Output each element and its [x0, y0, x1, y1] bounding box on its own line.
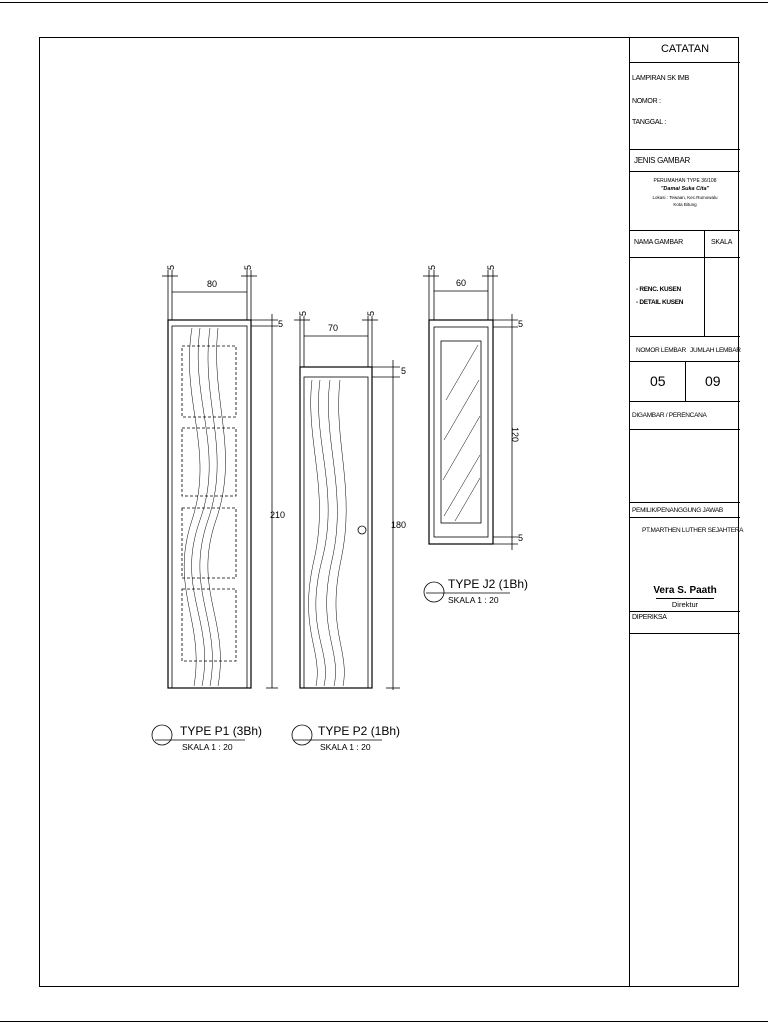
- tb-divider-4: [630, 230, 740, 231]
- label-j2-type: TYPE J2 (1Bh): [448, 577, 529, 591]
- tb-divider-6: [630, 336, 740, 337]
- door-p1-height-dim-text: 210: [270, 510, 286, 520]
- signer-title: Direktur: [671, 600, 699, 609]
- door-p1-wood-grain-2: [200, 328, 217, 686]
- door-p1: [162, 270, 278, 688]
- door-p2-frame-top-text: 5: [401, 366, 407, 376]
- project-line-2: "Damai Suka Cita": [660, 186, 710, 192]
- tb-divider-5: [630, 257, 740, 258]
- door-p1-leaf: [172, 326, 247, 688]
- tb-divider-3: [630, 171, 740, 172]
- diperiksa-label: DIPERIKSA: [632, 614, 667, 621]
- tb-divider-9: [630, 429, 740, 430]
- window-j2-frame-bottom-text: 5: [518, 533, 524, 543]
- title-block: [629, 37, 744, 987]
- door-p2-frame-left-text: 5: [298, 310, 308, 316]
- label-p1-scale: SKALA 1 : 20: [182, 742, 233, 752]
- window-j2-glass-hatch-3: [443, 416, 480, 480]
- tb-divider-1: [630, 62, 740, 63]
- tb-divider-8: [630, 401, 740, 402]
- window-j2-width-dim-text: 60: [456, 278, 467, 288]
- label-j2-scale: SKALA 1 : 20: [448, 595, 499, 605]
- project-line-3: Lokasi : Tewaan, Kec.Rumowalu: [652, 195, 718, 200]
- label-p1: [152, 724, 262, 752]
- label-p2: [292, 724, 400, 752]
- label-p2-symbol: [292, 725, 312, 745]
- window-j2-frame-right-text: 5: [486, 264, 496, 270]
- door-p2-height-dim-text: 180: [391, 520, 407, 530]
- nama-gambar-label: NAMA GAMBAR: [634, 239, 683, 246]
- door-p1-panel-4: [182, 589, 236, 661]
- tb-divider-12: [630, 611, 740, 612]
- door-p2-knob: [358, 526, 366, 534]
- window-j2-frame-left-text: 5: [427, 264, 437, 270]
- door-p2-frame-right-text: 5: [366, 310, 376, 316]
- label-p1-type: TYPE P1 (3Bh): [180, 724, 263, 738]
- door-p1-wood-grain-3: [208, 328, 226, 686]
- window-j2: [423, 270, 518, 550]
- project-line-4: Kota Bitung: [673, 202, 697, 207]
- door-p2: [294, 316, 400, 690]
- window-j2-sash: [434, 327, 488, 537]
- signer-name: Vera S. Paath: [653, 585, 717, 596]
- company-name: PT.MARTHEN LUTHER SEJAHTERA: [642, 527, 744, 534]
- door-p1-wood-grain-1: [192, 328, 210, 686]
- tanggal-label: TANGGAL :: [632, 119, 666, 126]
- gambar-item-1: - RENC. KUSEN: [636, 286, 681, 293]
- door-p2-wood-grain-4: [309, 380, 320, 686]
- label-j2-symbol: [424, 582, 444, 602]
- window-j2-height-dim-text: 120: [510, 427, 520, 443]
- signer-underline: [656, 598, 714, 599]
- nomor-lembar-label: NOMOR LEMBAR: [636, 347, 686, 354]
- window-j2-frame-top-text: 5: [518, 319, 524, 329]
- door-p1-frame-left-text: 5: [166, 264, 176, 270]
- window-j2-glass: [441, 341, 481, 523]
- window-j2-glass-hatch-1: [446, 345, 478, 400]
- project-line-1: PERUMAHAN TYPE 36/108: [653, 178, 717, 184]
- tb-divider-10: [630, 502, 740, 503]
- lampiran-label: LAMPIRAN SK IMB: [632, 75, 689, 82]
- door-p2-frame: [300, 367, 372, 688]
- window-j2-glass-hatch-2: [444, 380, 479, 440]
- tb-vdivider-lembar: [685, 361, 686, 401]
- tb-divider-13: [630, 633, 740, 634]
- window-j2-glass-hatch-5: [455, 478, 480, 521]
- jenis-gambar-label: JENIS GAMBAR: [634, 156, 690, 165]
- catatan-heading: CATATAN: [660, 43, 710, 55]
- label-p2-scale: SKALA 1 : 20: [320, 742, 371, 752]
- digambar-label: DIGAMBAR / PERENCANA: [632, 412, 707, 419]
- gambar-item-2: - DETAIL KUSEN: [636, 299, 684, 306]
- tb-divider-11: [630, 517, 740, 518]
- jumlah-lembar-value: 09: [705, 373, 721, 389]
- door-p2-wood-grain-3: [336, 380, 346, 686]
- door-p2-wood-grain-2: [327, 380, 338, 686]
- door-p1-width-dim-text: 80: [207, 279, 218, 289]
- nomor-label: NOMOR :: [632, 98, 661, 105]
- door-p1-frame: [168, 320, 251, 688]
- door-p1-panel-3: [182, 508, 236, 578]
- label-p2-type: TYPE P2 (1Bh): [318, 724, 401, 738]
- label-p1-symbol: [152, 725, 172, 745]
- door-p1-frame-right-text: 5: [243, 264, 253, 270]
- label-j2: [424, 577, 528, 605]
- door-p2-width-dim-text: 70: [328, 323, 339, 333]
- door-p2-wood-grain-1: [316, 380, 328, 686]
- window-j2-glass-hatch-4: [444, 455, 480, 516]
- door-p1-frame-top-text: 5: [278, 319, 284, 329]
- tb-vdivider-skala: [704, 230, 705, 336]
- tb-divider-2: [630, 149, 740, 150]
- pemilik-label: PEMILIK/PENANGGUNG JAWAB: [632, 507, 723, 514]
- jumlah-lembar-label: JUMLAH LEMBAR: [690, 347, 741, 354]
- skala-label: SKALA: [711, 239, 733, 246]
- door-p1-wood-grain-4: [184, 328, 200, 686]
- nomor-lembar-value: 05: [650, 373, 666, 389]
